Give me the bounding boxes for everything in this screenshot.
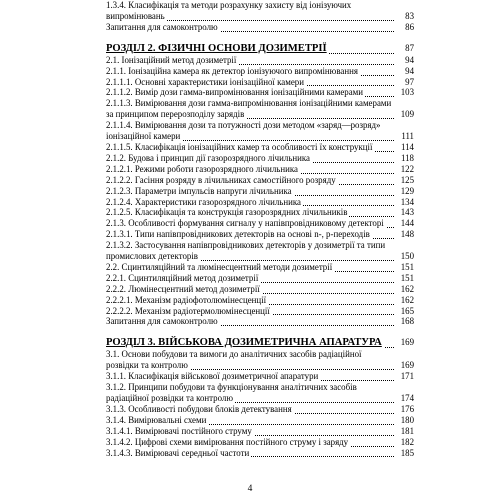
toc-entry-title: 2.1.2.2. Гасіння розряду в лічильниках самостійного розряду	[106, 174, 336, 185]
toc-entry-page: 109	[394, 109, 414, 120]
toc-entry	[106, 77, 414, 88]
toc-entry-title: 2.1.2.4. Характеристики газорозрядного лічильника	[106, 196, 301, 207]
toc-entry-title: 2.1.3. Особливості формування сигналу у напівпровідниковому детекторі	[106, 218, 384, 229]
toc-entry-page: 150	[394, 251, 414, 262]
toc-entry-page: 86	[394, 22, 414, 33]
toc-entry-page: 103	[394, 87, 414, 98]
toc-entry-title: 2.2.2.2. Механізм радіотермолюмінесценції	[106, 305, 270, 316]
toc-entry	[106, 437, 414, 448]
toc-entry-title: 2.1.3.1. Типи напівпровідникових детекторів на основі n-, p-переходів	[106, 229, 370, 240]
toc-entry	[106, 66, 414, 77]
toc-entry-page: 94	[394, 55, 414, 66]
toc-entry-title: 2.1.2. Будова і принцип дії газорозрядного лічильника	[106, 152, 310, 163]
toc-entry-page: 114	[394, 142, 414, 153]
toc-entry-title: 3.1. Основи побудови та вимоги до аналітичних засобів радіаційної розвідки та контролю	[106, 349, 362, 371]
toc-entry	[106, 98, 414, 120]
toc-entry	[106, 426, 414, 437]
toc-entry-page: 180	[394, 415, 414, 426]
toc-entry-page: 185	[394, 448, 414, 459]
toc-entry-page: 148	[394, 229, 414, 240]
toc-entry-page: 162	[394, 295, 414, 306]
toc-entry-page: 125	[394, 175, 414, 186]
toc-entry-title: 3.1.4.1. Вимірювачі постійного струму	[106, 425, 252, 436]
toc-entry	[106, 229, 414, 240]
toc-entry	[106, 284, 414, 295]
toc-entry-title: 3.1.3. Особливості побудови блоків детектування	[106, 403, 292, 414]
toc-entry-page: 97	[394, 77, 414, 88]
toc-entry-page: 87	[394, 42, 414, 55]
toc-chapter-heading	[106, 336, 414, 349]
toc-entry	[106, 415, 414, 426]
toc-entry-title: 2.1.1.1. Основні характеристики іонізаційної камери	[106, 76, 304, 87]
toc-entry-title: РОЗДІЛ 3. ВІЙСЬКОВА ДОЗИМЕТРИЧНА АПАРАТУРА	[106, 337, 382, 349]
toc-entry-page: 171	[394, 371, 414, 382]
toc-entry-title: 2.2.1. Сцинтиляційний метод дозиметрії	[106, 272, 259, 283]
toc-entry	[106, 87, 414, 98]
toc-entry-page: 162	[394, 284, 414, 295]
toc-entry	[106, 448, 414, 459]
toc-entry-page: 181	[394, 426, 414, 437]
toc-entry	[106, 262, 414, 273]
toc-entry-page: 94	[394, 66, 414, 77]
toc-entry	[106, 273, 414, 284]
toc-entry-title: 3.1.4.3. Вимірювачі середньої частоти	[106, 447, 250, 458]
toc-entry-page: 111	[394, 131, 414, 142]
toc-entry	[106, 186, 414, 197]
toc-entry	[106, 207, 414, 218]
toc-entry-title: Запитання для самоконтролю	[106, 316, 218, 327]
toc-entry	[106, 175, 414, 186]
toc-entry	[106, 120, 414, 142]
toc-entry-page: 83	[394, 11, 414, 22]
toc-entry-page: 169	[394, 360, 414, 371]
toc-entry-page: 168	[394, 316, 414, 327]
toc-entry	[106, 197, 414, 208]
toc-entry-title: 3.1.1. Класифікація військової дозиметричної апаратури	[106, 371, 319, 382]
toc-entry-title: 2.1.1.4. Вимірювання дози та потужності дози методом «заряд—розряд» іонізаційної камери	[106, 120, 381, 142]
toc-entry-title: 1.3.4. Класифікація та методи розрахунку захисту від іонізуючих випромінювань	[106, 0, 352, 21]
toc-entry-title: 2.1.3.2. Застосування напівпровідникових детекторів у дозиметрії та типи промислових детекторів	[106, 240, 386, 262]
toc-entry	[106, 22, 414, 33]
toc-entry	[106, 164, 414, 175]
toc-entry-title: 2.2. Сцинтиляційний та люмінесцентний методи дозиметрії	[106, 261, 333, 272]
toc-entry-title: 2.1.2.5. Класифікація та конструкція газорозрядних лічильників	[106, 207, 348, 218]
toc-entry-title: 3.1.4. Вимірювальні схеми	[106, 414, 207, 425]
toc-entry-title: 3.1.2. Принципи побудови та функціонування аналітичних засобів радіаційної розвідки та контролю	[106, 382, 357, 403]
toc-entry-title: 2.1.1.2. Вимір дози гамма-випромінювання іонізаційними камерами	[106, 87, 364, 98]
toc-entry	[106, 142, 414, 153]
toc-entry	[106, 295, 414, 306]
toc-entry-title: 2.1.1.5. Класифікація іонізаційних камер та особливості їх конструкції	[106, 141, 373, 152]
toc-entry-title: 2.1.2.3. Параметри імпульсів напруги лічильника	[106, 185, 292, 196]
toc-entry-page: 144	[394, 218, 414, 229]
toc-entry-title: 2.1. Іонізаційний метод дозиметрії	[106, 54, 237, 65]
toc-entry	[106, 382, 414, 404]
toc-entry-page: 143	[394, 207, 414, 218]
page-number: 4	[247, 484, 253, 494]
toc-entry-title: Запитання для самоконтролю	[106, 21, 218, 32]
toc-entry-page: 176	[394, 404, 414, 415]
toc-entry-title: 2.1.2.1. Режими роботи газорозрядного лічильника	[106, 163, 298, 174]
toc-entry-page: 174	[394, 393, 414, 404]
toc-entry	[106, 404, 414, 415]
toc-entry	[106, 218, 414, 229]
toc-entry-title: 3.1.4.2. Цифрові схеми вимірювання постійного струму і заряду	[106, 436, 349, 447]
toc-chapter-heading	[106, 42, 414, 55]
toc-entry-title: 2.1.1. Іонізаційна камера як детектор іонізуючого випромінювання	[106, 65, 358, 76]
toc-entry-title: 2.1.1.3. Вимірювання дози гамма-випромінювання іонізаційними камерами за принципом перерозподілу зарядів	[106, 98, 392, 120]
toc-entry	[106, 55, 414, 66]
toc-entry-page: 182	[394, 437, 414, 448]
table-of-contents	[106, 0, 414, 458]
toc-entry	[106, 371, 414, 382]
toc-entry	[106, 349, 414, 371]
toc-entry-title: 2.2.2. Люмінесцентний метод дозиметрії	[106, 283, 260, 294]
toc-entry	[106, 0, 414, 22]
toc-entry	[106, 316, 414, 327]
toc-entry	[106, 240, 414, 262]
toc-entry-page: 151	[394, 262, 414, 273]
toc-entry	[106, 306, 414, 317]
toc-entry-page: 151	[394, 273, 414, 284]
toc-entry-page: 134	[394, 197, 414, 208]
toc-entry-page: 129	[394, 186, 414, 197]
toc-entry	[106, 153, 414, 164]
toc-entry-title: РОЗДІЛ 2. ФІЗИЧНІ ОСНОВИ ДОЗИМЕТРІЇ	[106, 42, 327, 54]
toc-entry-page: 122	[394, 164, 414, 175]
toc-entry-page: 118	[394, 153, 414, 164]
toc-entry-page: 165	[394, 306, 414, 317]
toc-entry-title: 2.2.2.1. Механізм радіофотолюмінесценції	[106, 294, 267, 305]
toc-entry-page: 169	[394, 336, 414, 349]
